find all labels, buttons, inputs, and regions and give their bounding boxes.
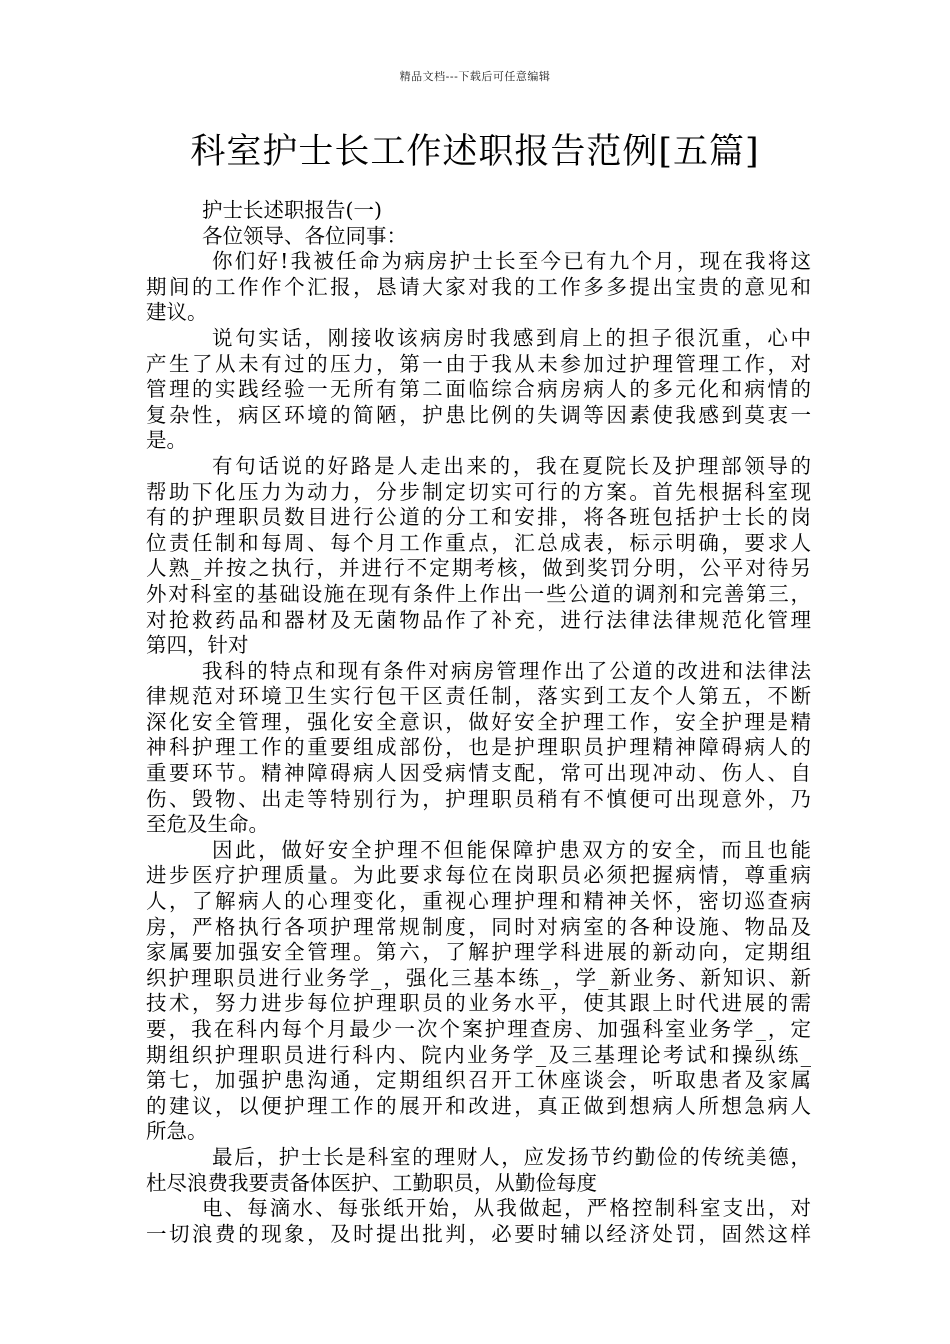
text-line: 你们好!我被任命为病房护士长至今已有九个月，现在我将这 xyxy=(212,249,811,274)
text-line: 建议。 xyxy=(146,300,208,325)
text-line: 电、每滴水、每张纸开始，从我做起，严格控制科室支出，对 xyxy=(202,1196,811,1221)
document-title: 科室护士长工作述职报告范例[五篇] xyxy=(190,132,760,172)
text-line: 家属要加强安全管理。第六，了解护理学科进展的新动向，定期组 xyxy=(146,940,811,965)
text-line: 深化安全管理，强化安全意识，做好安全护理工作，安全护理是精 xyxy=(146,709,811,734)
text-line: 我科的特点和现有条件对病房管理作出了公道的改进和法律法 xyxy=(202,658,811,683)
text-line: 房，严格执行各项护理常规制度，同时对病室的各种设施、物品及 xyxy=(146,914,811,939)
text-line: 第七，加强护患沟通，定期组织召开工休座谈会，听取患者及家属 xyxy=(146,1068,811,1093)
document-body xyxy=(146,198,811,1247)
text-line: 对抢救药品和器材及无菌物品作了补充，进行法律法律规范化管理 xyxy=(146,607,811,632)
text-line: 产生了从未有过的压力，第一由于我从未参加过护理管理工作，对 xyxy=(146,351,811,376)
text-line: 管理的实践经验一无所有第二面临综合病房病人的多元化和病情的 xyxy=(146,377,811,402)
text-line: 杜尽浪费我要责备体医护、工勤职员，从勤俭每度 xyxy=(146,1170,597,1195)
text-line: 一切浪费的现象，及时提出批判，必要时辅以经济处罚，固然这样 xyxy=(146,1221,811,1246)
text-line: 说句实话，刚接收该病房时我感到肩上的担子很沉重，心中 xyxy=(212,325,811,350)
header-note: 精品文档---下载后可任意编辑 xyxy=(399,70,551,83)
text-line: 帮助下化压力为动力，分步制定切实可行的方案。首先根据科室现 xyxy=(146,479,811,504)
text-line: 人熟_并按之执行，并进行不定期考核，做到奖罚分明，公平对待另 xyxy=(146,556,811,581)
text-line: 复杂性，病区环境的简陋，护患比例的失调等因素使我感到莫衷一 xyxy=(146,402,811,427)
text-line: 位责任制和每周、每个月工作重点，汇总成表，标示明确，要求人 xyxy=(146,530,811,555)
text-line: 是。 xyxy=(146,428,187,453)
text-line: 重要环节。精神障碍病人因受病情支配，常可出现冲动、伤人、自 xyxy=(146,761,811,786)
text-line: 所急。 xyxy=(146,1119,208,1144)
text-line: 期组织护理职员进行科内、院内业务学_及三基理论考试和操纵练_ xyxy=(146,1042,811,1067)
text-line: 最后，护士长是科室的理财人，应发扬节约勤俭的传统美德， xyxy=(212,1144,811,1169)
text-line: 至危及生命。 xyxy=(146,812,269,837)
text-line: 有的护理职员数目进行公道的分工和安排，将各班包括护士长的岗 xyxy=(146,505,811,530)
text-line: 外对科室的基础设施在现有条件上作出一些公道的调剂和完善第三， xyxy=(146,581,811,606)
text-line: 第四，针对 xyxy=(146,633,249,658)
text-line: 期间的工作作个汇报，恳请大家对我的工作多多提出宝贵的意见和 xyxy=(146,274,811,299)
text-line: 伤、毁物、出走等特别行为，护理职员稍有不慎便可出现意外，乃 xyxy=(146,786,811,811)
text-line: 有句话说的好路是人走出来的，我在夏院长及护理部领导的 xyxy=(212,453,811,478)
text-line: 人，了解病人的心理变化，重视心理护理和精神关怀，密切巡查病 xyxy=(146,889,811,914)
text-line: 进步医疗护理质量。为此要求每位在岗职员必须把握病情，尊重病 xyxy=(146,863,811,888)
text-line: 神科护理工作的重要组成部份，也是护理职员护理精神障碍病人的 xyxy=(146,735,811,760)
text-line: 技术，努力进步每位护理职员的业务水平，使其跟上时代进展的需 xyxy=(146,991,811,1016)
text-line: 护士长述职报告(一) xyxy=(202,198,382,222)
text-line: 的建议，以便护理工作的展开和改进，真正做到想病人所想急病人 xyxy=(146,1093,811,1118)
text-line: 织护理职员进行业务学_，强化三基本练_，学_新业务、新知识、新 xyxy=(146,965,811,990)
text-line: 各位领导、各位同事： xyxy=(202,223,407,248)
text-line: 因此，做好安全护理不但能保障护患双方的安全，而且也能 xyxy=(212,837,811,862)
text-line: 律规范对环境卫生实行包干区责任制，落实到工友个人第五，不断 xyxy=(146,684,811,709)
text-line: 要，我在科内每个月最少一次个案护理查房、加强科室业务学_，定 xyxy=(146,1017,811,1041)
